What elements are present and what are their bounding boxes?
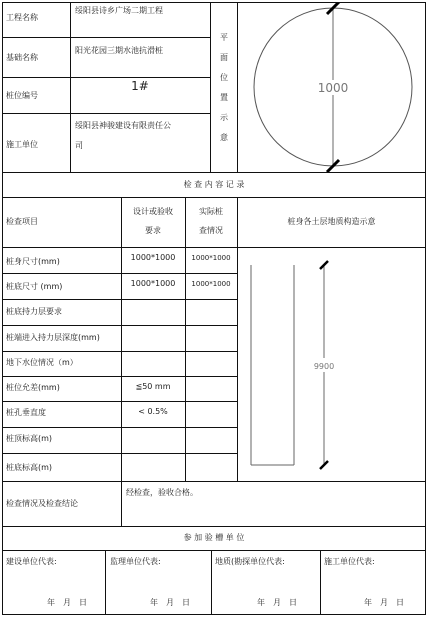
sig-geology-date: 年 月 日 xyxy=(257,598,297,607)
row-actual: 1000*1000 xyxy=(191,254,231,262)
col-item-header: 检查项目 xyxy=(6,217,38,226)
pile-section-diagram xyxy=(238,248,425,481)
row-item: 桩顶标高(m) xyxy=(6,434,53,443)
col-actual-header-1: 实际桩 xyxy=(199,207,223,216)
diameter-label: 1000 xyxy=(317,81,349,95)
row-actual: 1000*1000 xyxy=(191,280,231,288)
contractor-value-line2: 司 xyxy=(75,141,83,150)
hline-3 xyxy=(2,113,211,114)
participants-header: 参 加 验 槽 单 位 xyxy=(183,533,245,542)
sig-geology-label: 地质(勘探单位代表: xyxy=(215,557,285,566)
hline-row1 xyxy=(2,273,238,274)
row-design: 1000*1000 xyxy=(130,279,176,288)
plan-label-char: 面 xyxy=(220,53,228,62)
hline-row2 xyxy=(2,299,238,300)
foundation-label: 基础名称 xyxy=(6,53,38,62)
col-design-header-2: 要求 xyxy=(145,226,161,235)
hline-row3 xyxy=(2,325,238,326)
row-design: ≦50 mm xyxy=(135,382,171,391)
hline-5 xyxy=(2,197,426,198)
row-item: 桩底尺寸 (mm) xyxy=(6,282,63,291)
hline-row8 xyxy=(2,453,238,454)
col-design-header-1: 设计或验收 xyxy=(133,207,173,216)
vline-tbl-2 xyxy=(185,197,186,482)
contractor-label: 施工单位 xyxy=(6,140,38,149)
hline-row6 xyxy=(2,401,238,402)
pile-no-value: 1# xyxy=(131,79,149,93)
depth-label: 9900 xyxy=(313,362,335,371)
plan-view-diagram xyxy=(238,3,425,172)
sig-contractor-date: 年 月 日 xyxy=(364,598,404,607)
hline-row7 xyxy=(2,427,238,428)
sig-construction-owner-date: 年 月 日 xyxy=(47,598,87,607)
row-design: < 0.5% xyxy=(138,407,168,416)
sig-construction-owner-label: 建设单位代表: xyxy=(6,557,57,566)
col-actual-header-2: 查情况 xyxy=(199,226,223,235)
pile-no-label: 桩位编号 xyxy=(6,91,38,100)
row-item: 桩位允差(mm) xyxy=(6,383,60,392)
vline-sig-2 xyxy=(211,550,212,615)
conclusion-value: 经检查，验收合格。 xyxy=(126,488,198,497)
row-design: 1000*1000 xyxy=(130,253,176,262)
conclusion-label: 检查情况及检查结论 xyxy=(6,499,78,508)
project-value: 绥阳县诗乡广场二期工程 xyxy=(75,6,163,15)
sig-contractor-label: 施工单位代表: xyxy=(324,557,375,566)
col-diagram-header: 桩身各土层地质构造示意 xyxy=(287,217,376,226)
plan-label-char: 平 xyxy=(220,33,228,42)
hline-2 xyxy=(2,77,211,78)
row-item: 桩孔垂直度 xyxy=(6,408,46,417)
vline-sig-3 xyxy=(320,550,321,615)
plan-label-char: 位 xyxy=(220,73,228,82)
inspection-header: 检 查 内 容 记 录 xyxy=(183,180,245,189)
sig-supervision-date: 年 月 日 xyxy=(150,598,190,607)
row-item: 地下水位情况（m） xyxy=(6,358,78,367)
vline-sig-1 xyxy=(105,550,106,615)
hline-1 xyxy=(2,37,211,38)
hline-8 xyxy=(2,526,426,527)
row-item: 桩身尺寸(mm) xyxy=(6,257,60,266)
hline-9 xyxy=(2,550,426,551)
hline-4 xyxy=(2,172,426,173)
hline-row4 xyxy=(2,351,238,352)
border-left xyxy=(2,2,3,615)
foundation-value: 阳光花园三期水池抗滑桩 xyxy=(75,46,163,55)
vline-tbl-1 xyxy=(121,197,122,527)
row-item: 桩底持力层要求 xyxy=(6,307,62,316)
row-item: 桩端进入持力层深度(mm) xyxy=(6,333,100,342)
hline-row5 xyxy=(2,376,238,377)
project-label: 工程名称 xyxy=(6,13,38,22)
border-right xyxy=(425,2,426,615)
sig-supervision-label: 监理单位代表: xyxy=(110,557,161,566)
plan-label-char: 置 xyxy=(220,93,228,102)
hline-7 xyxy=(2,481,426,482)
plan-label-char: 示 xyxy=(220,113,228,122)
contractor-value-line1: 绥阳县神骏建设有限责任公 xyxy=(75,121,171,130)
row-item: 桩底标高(m) xyxy=(6,463,53,472)
plan-label-char: 意 xyxy=(220,133,228,142)
plan-view-label xyxy=(211,28,237,148)
border-bottom xyxy=(2,614,426,615)
